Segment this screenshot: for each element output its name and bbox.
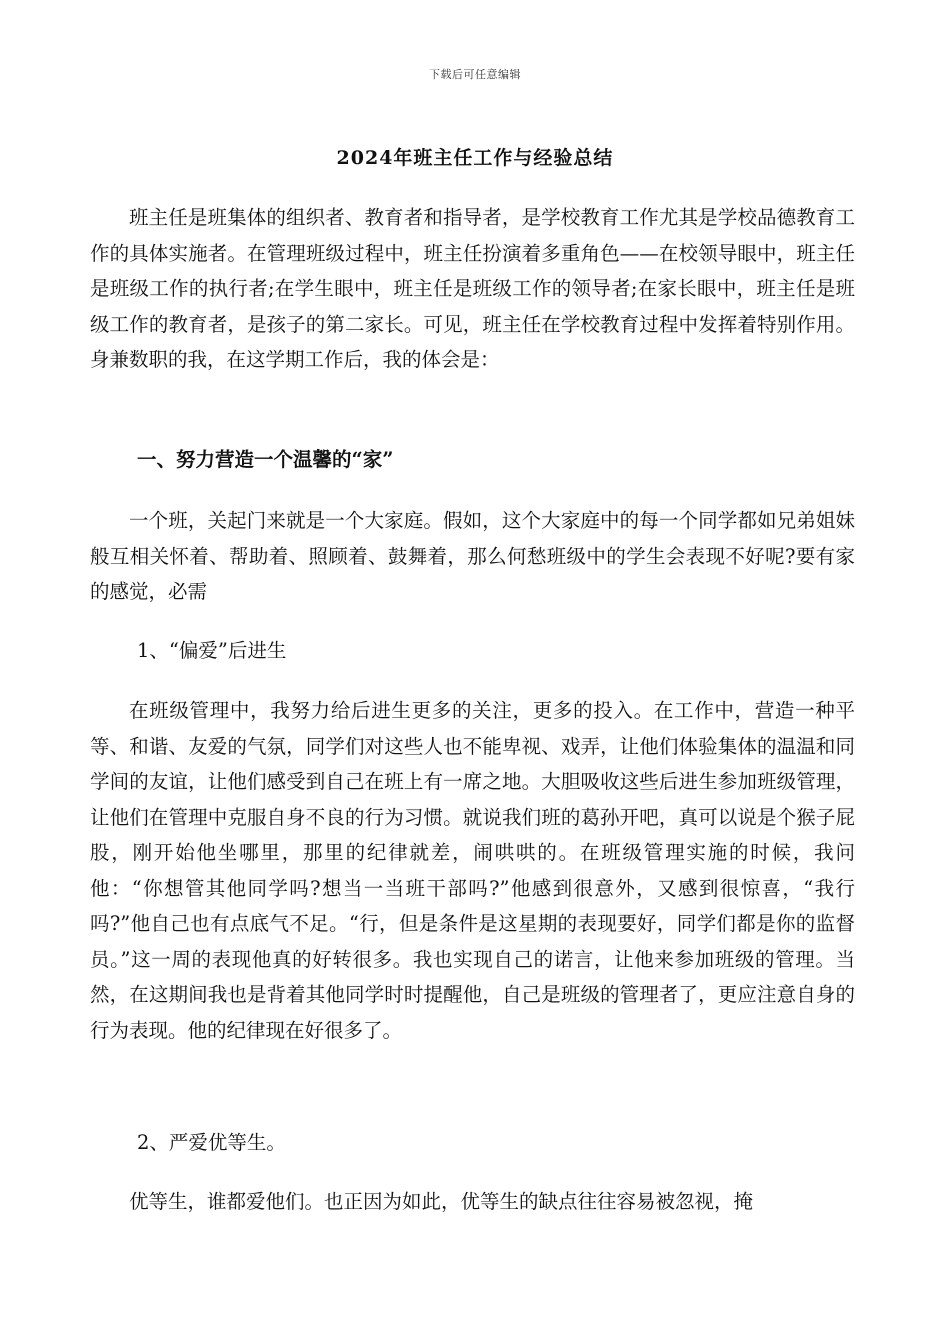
header-note: 下载后可任意编辑 [429, 68, 521, 81]
document-title: 2024年班主任工作与经验总结 [336, 147, 614, 169]
section-1-paragraph: 一个班，关起门来就是一个大家庭。假如，这个大家庭中的每一个同学都如兄弟姐妹般互相关怀着、帮助着、照顾着、鼓舞着，那么何愁班级中的学生会表现不好呢?要有家的感觉，必需 [90, 509, 855, 603]
section-1-heading: 一、努力营造一个温馨的“家” [137, 448, 394, 471]
item-1-paragraph: 在班级管理中，我努力给后进生更多的关注，更多的投入。在工作中，营造一种平等、和谐、友爱的气氛，同学们对这些人也不能卑视、戏弄，让他们体验集体的温温和同学间的友谊，让他们感受到自己在班上有一席之地。大胆吸收这些后进生参加班级管理，让他们在管理中克服自身不良的行为习惯。就说我们班的葛孙开吧，真可以说是个猴子屁股，刚开始他坐哪里，那里的纪律就差，闹哄哄的。在班级管理实施的时候，我问他：“你想管其他同学吗?想当一当班干部吗?”他感到很意外，又感到很惊喜，“我行吗?”他自己也有点底气不足。“行，但是条件是这星期的表现要好，同学们都是你的监督员。”这一周的表现他真的好转很多。我也实现自己的诺言，让他来参加班级的管理。当然，在这期间我也是背着其他同学时时提醒他，自己是班级的管理者了，更应注意自身的行为表现。他的纪律现在好很多了。 [90, 699, 855, 1042]
item-1-heading: 1、“偏爱”后进生 [137, 639, 287, 662]
item-2-paragraph: 优等生，谁都爱他们。也正因为如此，优等生的缺点往往容易被忽视，掩 [129, 1190, 754, 1213]
item-2-heading: 2、严爱优等生。 [137, 1131, 286, 1154]
intro-paragraph: 班主任是班集体的组织者、教育者和指导者，是学校教育工作尤其是学校品德教育工作的具体实施者。在管理班级过程中，班主任扮演着多重角色——在校领导眼中，班主任是班级工作的执行者;在学生眼中，班主任是班级工作的领导者;在家长眼中，班主任是班级工作的教育者，是孩子的第二家长。可见，班主任在学校教育过程中发挥着特别作用。身兼数职的我，在这学期工作后，我的体会是： [90, 206, 855, 371]
